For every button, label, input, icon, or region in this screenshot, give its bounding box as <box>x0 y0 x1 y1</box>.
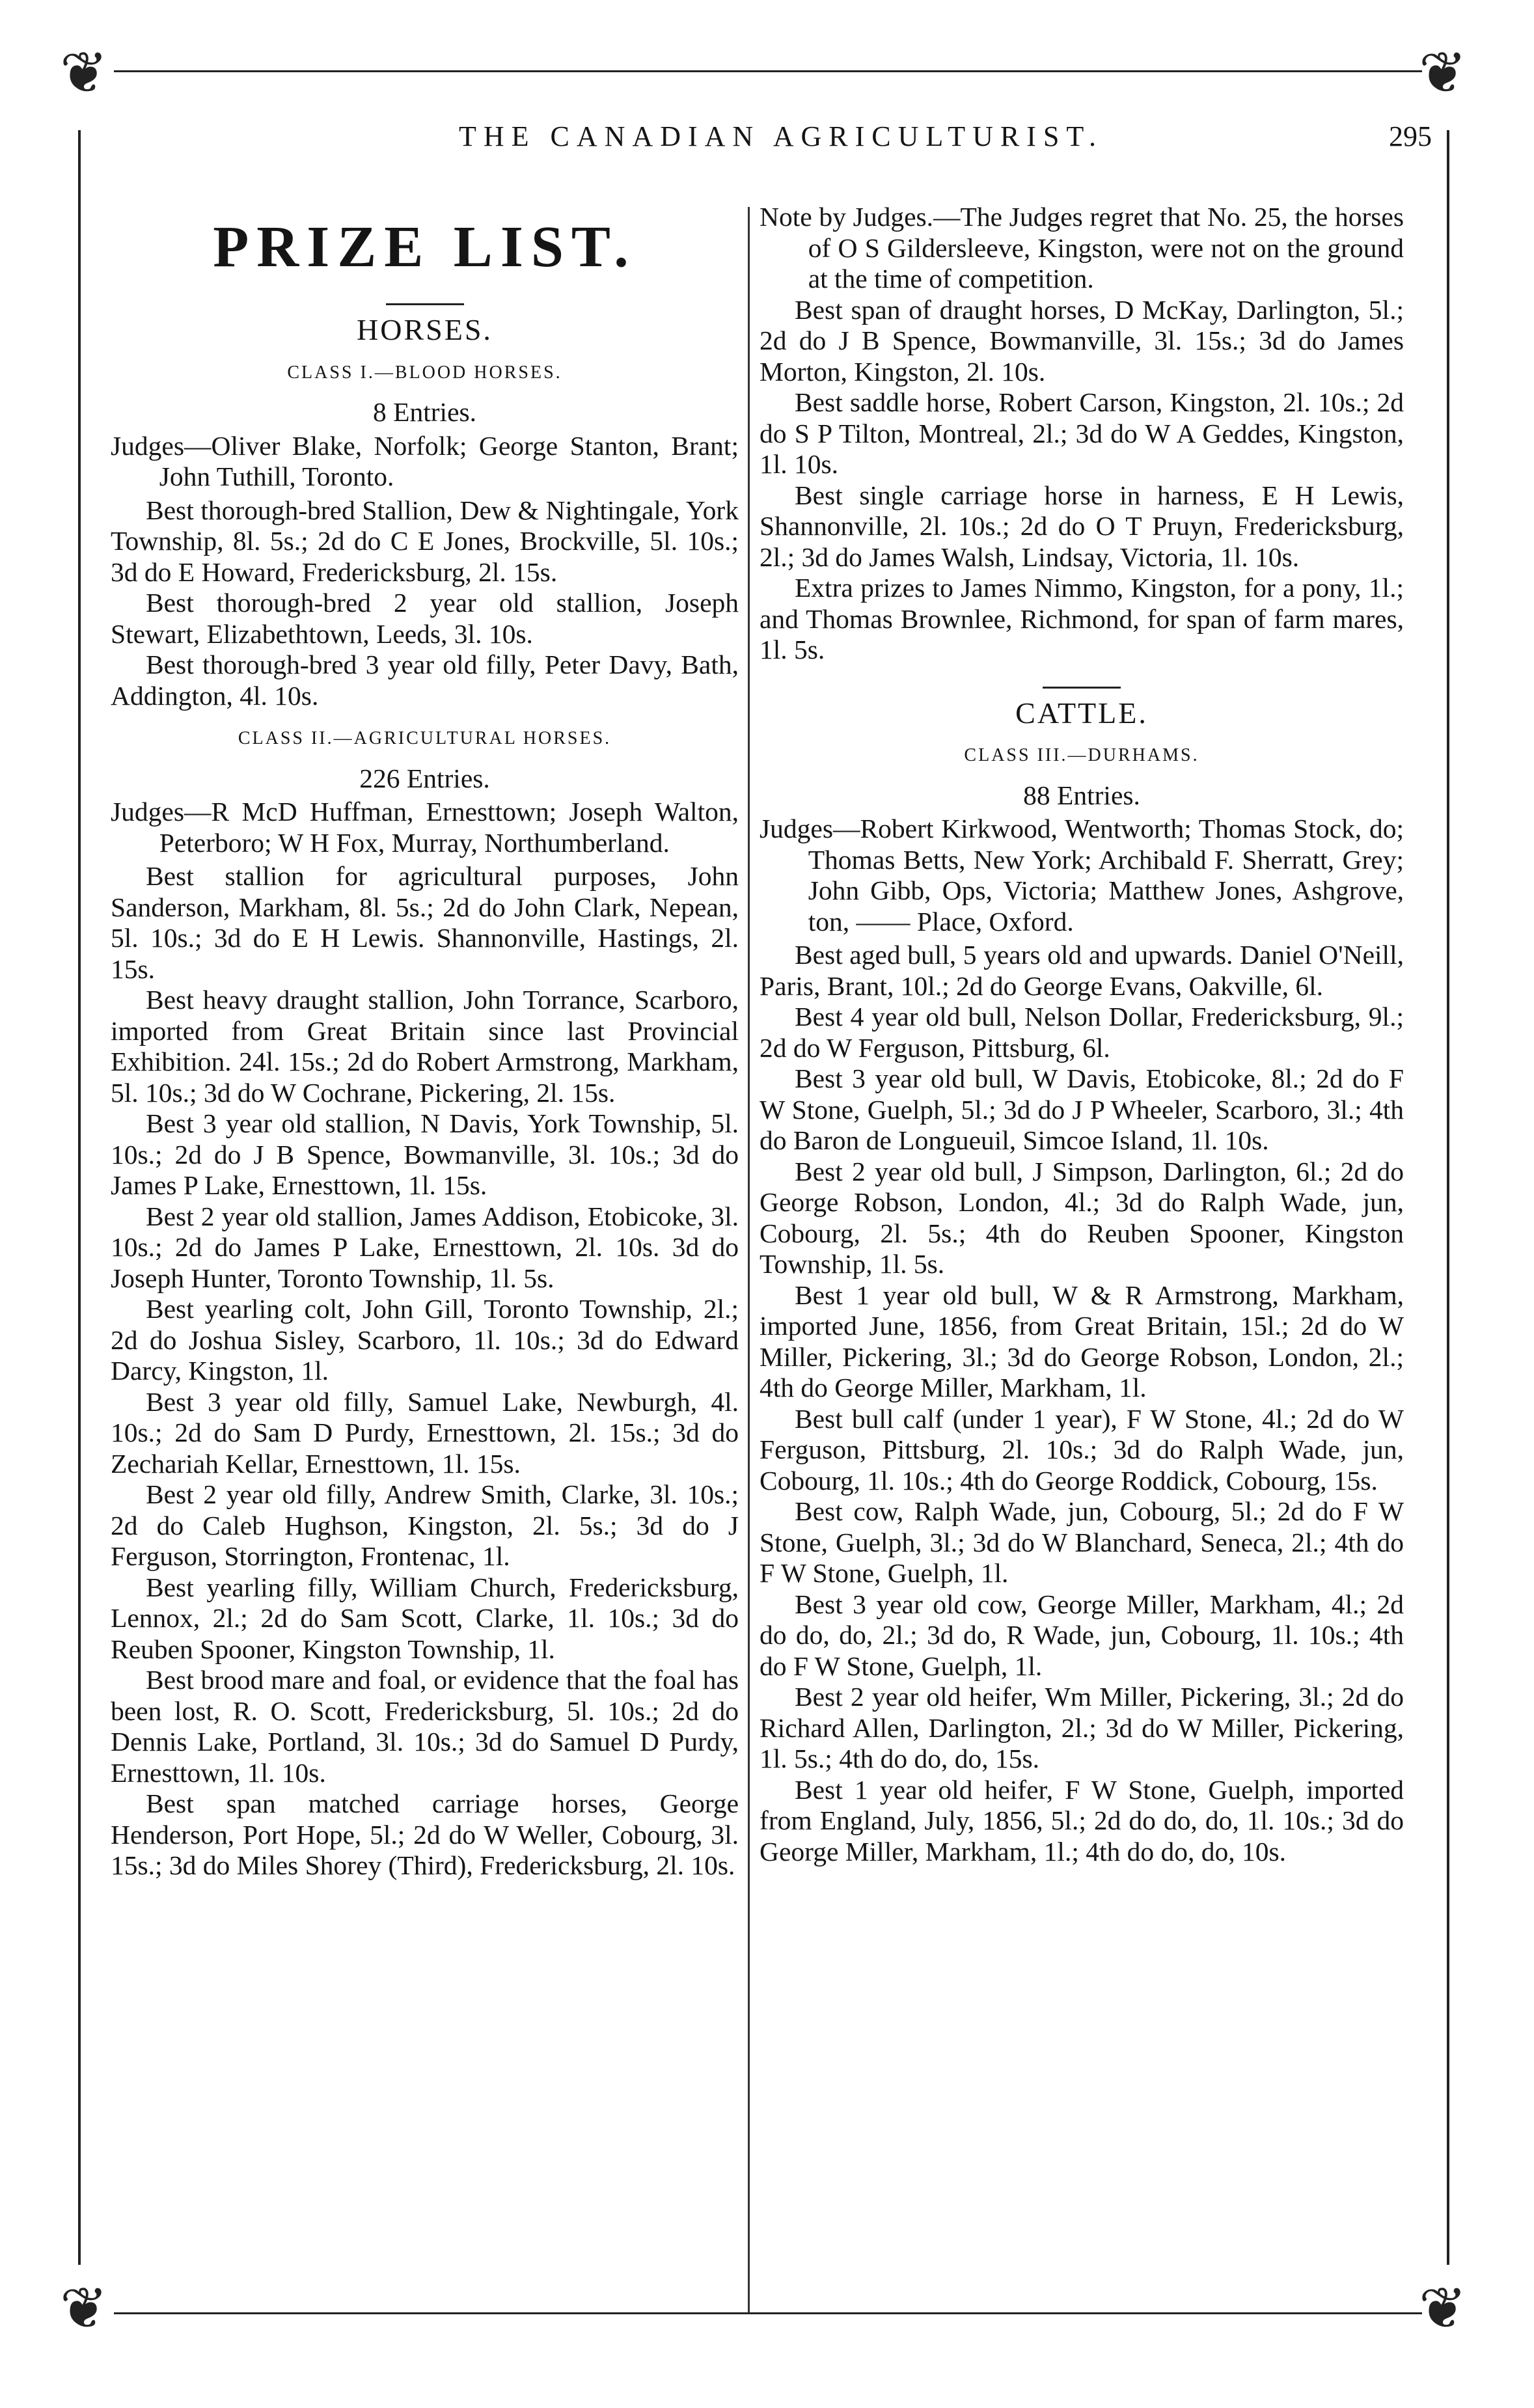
award-paragraph: Best heavy draught stallion, John Torrance, Scarboro, imported from Great Britain since last Provincial Exhibition. 24l. 15s.; 2d do Robert Armstrong, Markham, 5l. 10s.; 3d do W Cochrane, Pickering, 2l. 15s. <box>111 985 739 1108</box>
award-paragraph: Best saddle horse, Robert Carson, Kingston, 2l. 10s.; 2d do S P Tilton, Montreal, 2l.; 3d do W A Geddes, Kingston, 1l. 10s. <box>760 387 1404 479</box>
ornament-corner-icon: ❦ <box>1419 42 1467 105</box>
award-paragraph: Best thorough-bred 2 year old stallion, Joseph Stewart, Elizabethtown, Leeds, 3l. 10s. <box>111 588 739 649</box>
award-paragraph: Best 3 year old filly, Samuel Lake, Newburgh, 4l. 10s.; 2d do Sam D Purdy, Ernesttown, 2l. 15s.; 3d do Zechariah Kellar, Ernesttown, 1l. 15s. <box>111 1386 739 1479</box>
award-paragraph: Best 3 year old stallion, N Davis, York Township, 5l. 10s.; 2d do J B Spence, Bowmanville, 3l. 10s.; 3d do James P Lake, Ernesttown, 1l. 15s. <box>111 1108 739 1200</box>
class3-entries: 88 Entries. <box>1023 780 1140 810</box>
award-paragraph: Best bull calf (under 1 year), F W Stone, 4l.; 2d do W Ferguson, Pittsburg, 2l. 10s.; 3d do Ralph Wade, jun, Cobourg, 1l. 10s.; 4th do George Roddick, Cobourg, 15s. <box>760 1403 1404 1496</box>
award-paragraph: Best 2 year old bull, J Simpson, Darlington, 6l.; 2d do George Robson, London, 4l.; 3d do Ralph Wade, jun, Cobourg, 2l. 5s.; 4th do Reuben Spooner, Kingston Township, 1l. 5s. <box>760 1156 1404 1279</box>
frame-left-border <box>78 130 81 2265</box>
award-paragraph: Best single carriage horse in harness, E H Lewis, Shannonville, 2l. 10s.; 2d do O T Pruyn, Fredericksburg, 2l.; 3d do James Walsh, Lindsay, Victoria, 1l. 10s. <box>760 480 1404 572</box>
frame-bottom-border <box>114 2312 1422 2314</box>
award-paragraph: Best aged bull, 5 years old and upwards. Daniel O'Neill, Paris, Brant, 10l.; 2d do George Evans, Oakville, 6l. <box>760 940 1404 1001</box>
award-paragraph: Best 3 year old bull, W Davis, Etobicoke, 8l.; 2d do F W Stone, Guelph, 5l.; 3d do J P Wheeler, Scarboro, 3l.; 4th do Baron de Longueuil, Simcoe Island, 1l. 10s. <box>760 1063 1404 1155</box>
class1-entries: 8 Entries. <box>372 397 477 427</box>
class2-heading: CLASS II.—AGRICULTURAL HORSES. <box>238 728 612 748</box>
frame-top-border <box>114 70 1422 72</box>
award-paragraph: Best span matched carriage horses, George Henderson, Port Hope, 5l.; 2d do W Weller, Cobourg, 3l. 15s.; 3d do Miles Shorey (Third), Fredericksburg, 2l. 10s. <box>111 1788 739 1880</box>
class3-judges: Judges—Robert Kirkwood, Wentworth; Thomas Stock, do; Thomas Betts, New York; Archibald F. Sherratt, Grey; John Gibb, Ops, Victoria; Matthew Jones, Ashgrove, ton, —— Place, Oxford. <box>760 814 1404 937</box>
ornament-corner-icon: ❦ <box>60 42 108 105</box>
award-paragraph: Extra prizes to James Nimmo, Kingston, for a pony, 1l.; and Thomas Brownlee, Richmond, for span of farm mares, 1l. 5s. <box>760 573 1404 664</box>
section-rule <box>386 303 464 305</box>
award-paragraph: Best yearling colt, John Gill, Toronto Township, 2l.; 2d do Joshua Sisley, Scarboro, 1l. 10s.; 3d do Edward Darcy, Kingston, 1l. <box>111 1294 739 1386</box>
page-number: 295 <box>1389 120 1432 152</box>
page-title: PRIZE LIST. <box>213 215 637 279</box>
ornament-corner-icon: ❦ <box>1419 2278 1467 2341</box>
journal-title: THE CANADIAN AGRICULTURIST. <box>459 120 1103 152</box>
award-paragraph: Best stallion for agricultural purposes, John Sanderson, Markham, 8l. 5s.; 2d do John Clark, Nepean, 5l. 10s.; 3d do E H Lewis. Shannonville, Hastings, 2l. 15s. <box>111 861 739 984</box>
award-paragraph: Best 1 year old bull, W & R Armstrong, Markham, imported June, 1856, from Great Britain, 15l.; 2d do W Miller, Pickering, 3l.; 3d do George Robson, London, 2l.; 4th do George Miller, Markham, 1l. <box>760 1279 1404 1402</box>
award-paragraph: Best 2 year old heifer, Wm Miller, Pickering, 3l.; 2d do Richard Allen, Darlington, 2l.; 3d do W Miller, Pickering, 1l. 5s.; 4th do do, do, 15s. <box>760 1682 1404 1773</box>
frame-right-border <box>1447 130 1449 2265</box>
class2-entries: 226 Entries. <box>359 763 490 793</box>
judges-note: Note by Judges.—The Judges regret that No. 25, the horses of O S Gildersleeve, Kingston, were not on the ground at the time of competition. <box>760 202 1404 294</box>
award-paragraph: Best cow, Ralph Wade, jun, Cobourg, 5l.; 2d do F W Stone, Guelph, 3l.; 3d do W Blanchard, Seneca, 2l.; 4th do F W Stone, Guelph, 1l. <box>760 1496 1404 1588</box>
class3-heading: CLASS III.—DURHAMS. <box>964 745 1199 765</box>
award-paragraph: Best span of draught horses, D McKay, Darlington, 5l.; 2d do J B Spence, Bowmanville, 3l. 15s.; 3d do James Morton, Kingston, 2l. 10s. <box>760 294 1404 387</box>
cattle-heading: CATTLE. <box>1015 696 1148 730</box>
running-head <box>130 117 1432 163</box>
award-paragraph: Best 1 year old heifer, F W Stone, Guelph, imported from England, July, 1856, 5l.; 2d do do, do, 1l. 10s.; 3d do George Miller, Markham, 1l.; 4th do do, do, 10s. <box>760 1774 1404 1867</box>
class1-judges: Judges—Oliver Blake, Norfolk; George Stanton, Brant; John Tuthill, Toronto. <box>111 430 739 491</box>
award-paragraph: Best thorough-bred 3 year old filly, Peter Davy, Bath, Addington, 4l. 10s. <box>111 650 739 711</box>
award-paragraph: Best 2 year old filly, Andrew Smith, Clarke, 3l. 10s.; 2d do Caleb Hughson, Kingston, 2l. 5s.; 3d do J Ferguson, Storrington, Frontenac, 1l. <box>111 1479 739 1571</box>
award-paragraph: Best 4 year old bull, Nelson Dollar, Fredericksburg, 9l.; 2d do W Ferguson, Pittsburg, 6l. <box>760 1002 1404 1063</box>
ornament-corner-icon: ❦ <box>60 2278 108 2341</box>
right-column <box>760 202 1404 1867</box>
column-divider <box>748 207 750 2312</box>
section-rule <box>1043 687 1121 689</box>
award-paragraph: Best brood mare and foal, or evidence that the foal has been lost, R. O. Scott, Fredericksburg, 5l. 10s.; 2d do Dennis Lake, Portland, 3l. 10s.; 3d do Samuel D Purdy, Ernesttown, 1l. 10s. <box>111 1665 739 1788</box>
class1-heading: CLASS I.—BLOOD HORSES. <box>287 362 562 383</box>
award-paragraph: Best 3 year old cow, George Miller, Markham, 4l.; 2d do do, do, 2l.; 3d do, R Wade, jun, Cobourg, 1l. 10s.; 4th do F W Stone, Guelph, 1l. <box>760 1589 1404 1681</box>
award-paragraph: Best yearling filly, William Church, Fredericksburg, Lennox, 2l.; 2d do Sam Scott, Clarke, 1l. 10s.; 3d do Reuben Spooner, Kingston Township, 1l. <box>111 1572 739 1664</box>
award-paragraph: Best 2 year old stallion, James Addison, Etobicoke, 3l. 10s.; 2d do James P Lake, Ernesttown, 2l. 10s. 3d do Joseph Hunter, Toronto Township, 1l. 5s. <box>111 1201 739 1293</box>
award-paragraph: Best thorough-bred Stallion, Dew & Nightingale, York Township, 8l. 5s.; 2d do C E Jones, Brockville, 5l. 10s.; 3d do E Howard, Fredericksburg, 2l. 15s. <box>111 495 739 587</box>
left-column <box>111 202 739 1881</box>
horses-heading: HORSES. <box>357 313 493 346</box>
class2-judges: Judges—R McD Huffman, Ernesttown; Joseph Walton, Peterboro; W H Fox, Murray, Northumberland. <box>111 797 739 858</box>
